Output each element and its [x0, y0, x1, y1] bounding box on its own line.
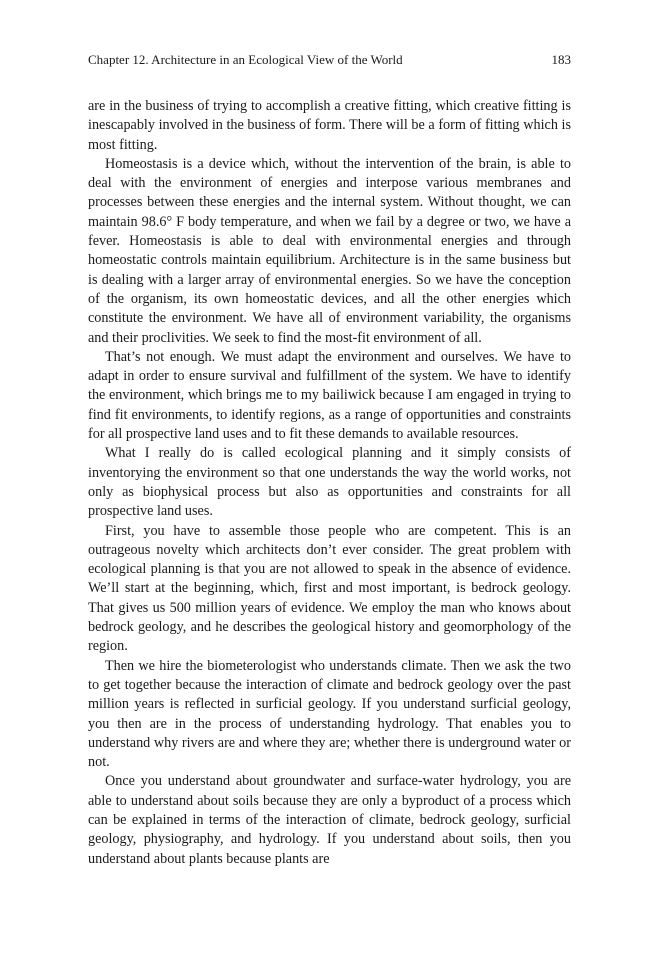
- paragraph: Homeostasis is a device which, without the intervention of the brain, is able to deal with the environment of energies and interpose various membranes and processes between these energies and the internal system. Without thought, we can maintain 98.6° F body temperature, and when we fail by a degree or two, we have a fever. Homeostasis is able to deal with environmental energies and through homeostatic controls maintain equilibrium. Architecture is in the same business but is dealing with a larger array of environmental energies. So we have the conception of the organism, its own homeostatic devices, and all the other energies which constitute the environment. We have all of environment variability, the organisms and their proclivities. We seek to find the most-fit environment of all.: [88, 155, 571, 346]
- paragraph: Then we hire the biometerologist who understands climate. Then we ask the two to get together because the interaction of climate and bedrock geology over the past million years is reflected in surficial geology. If you understand surficial geology, you then are in the process of understanding hydrology. That enables you to understand why rivers are and where they are; whether there is underground water or not.: [88, 657, 571, 771]
- chapter-title: Chapter 12. Architecture in an Ecological View of the World: [88, 52, 403, 67]
- paragraph: are in the business of trying to accomplish a creative fitting, which creative fitting is inescapably involved in the business of form. There will be a form of fitting which is most fitting.: [88, 98, 571, 153]
- paragraph: Once you understand about groundwater and surface-water hydrology, you are able to understand about soils because they are only a byproduct of a process which can be explained in terms of the interaction of climate, bedrock geology, surficial geology, physiography, and hydrology. If you understand about soils, then you understand about plants because plants are: [88, 773, 571, 867]
- paragraph: First, you have to assemble those people who are competent. This is an outrageous novelty which architects don’t ever consider. The great problem with ecological planning is that you are not allowed to speak in the absence of evidence. We’ll start at the beginning, which, first and most important, is bedrock geology. That gives us 500 million years of evidence. We employ the man who knows about bedrock geology, and he describes the geological history and geomorphology of the region.: [88, 522, 571, 655]
- body-text: [88, 97, 571, 869]
- running-head: [88, 50, 571, 70]
- page-number: 183: [551, 52, 571, 67]
- paragraph: What I really do is called ecological planning and it simply consists of inventorying the environment so that one understands the way the world works, not only as biophysical process but also as opportunities and constraints for all prospective land uses.: [88, 445, 571, 520]
- book-page: [88, 50, 571, 869]
- paragraph: That’s not enough. We must adapt the environment and ourselves. We have to adapt in order to ensure survival and fulfillment of the system. We have to identify the environment, which brings me to my bailiwick because I am engaged in trying to find fit environments, to identify regions, as a range of opportunities and constraints for all prospective land uses and to fit these demands to available resources.: [88, 348, 571, 443]
